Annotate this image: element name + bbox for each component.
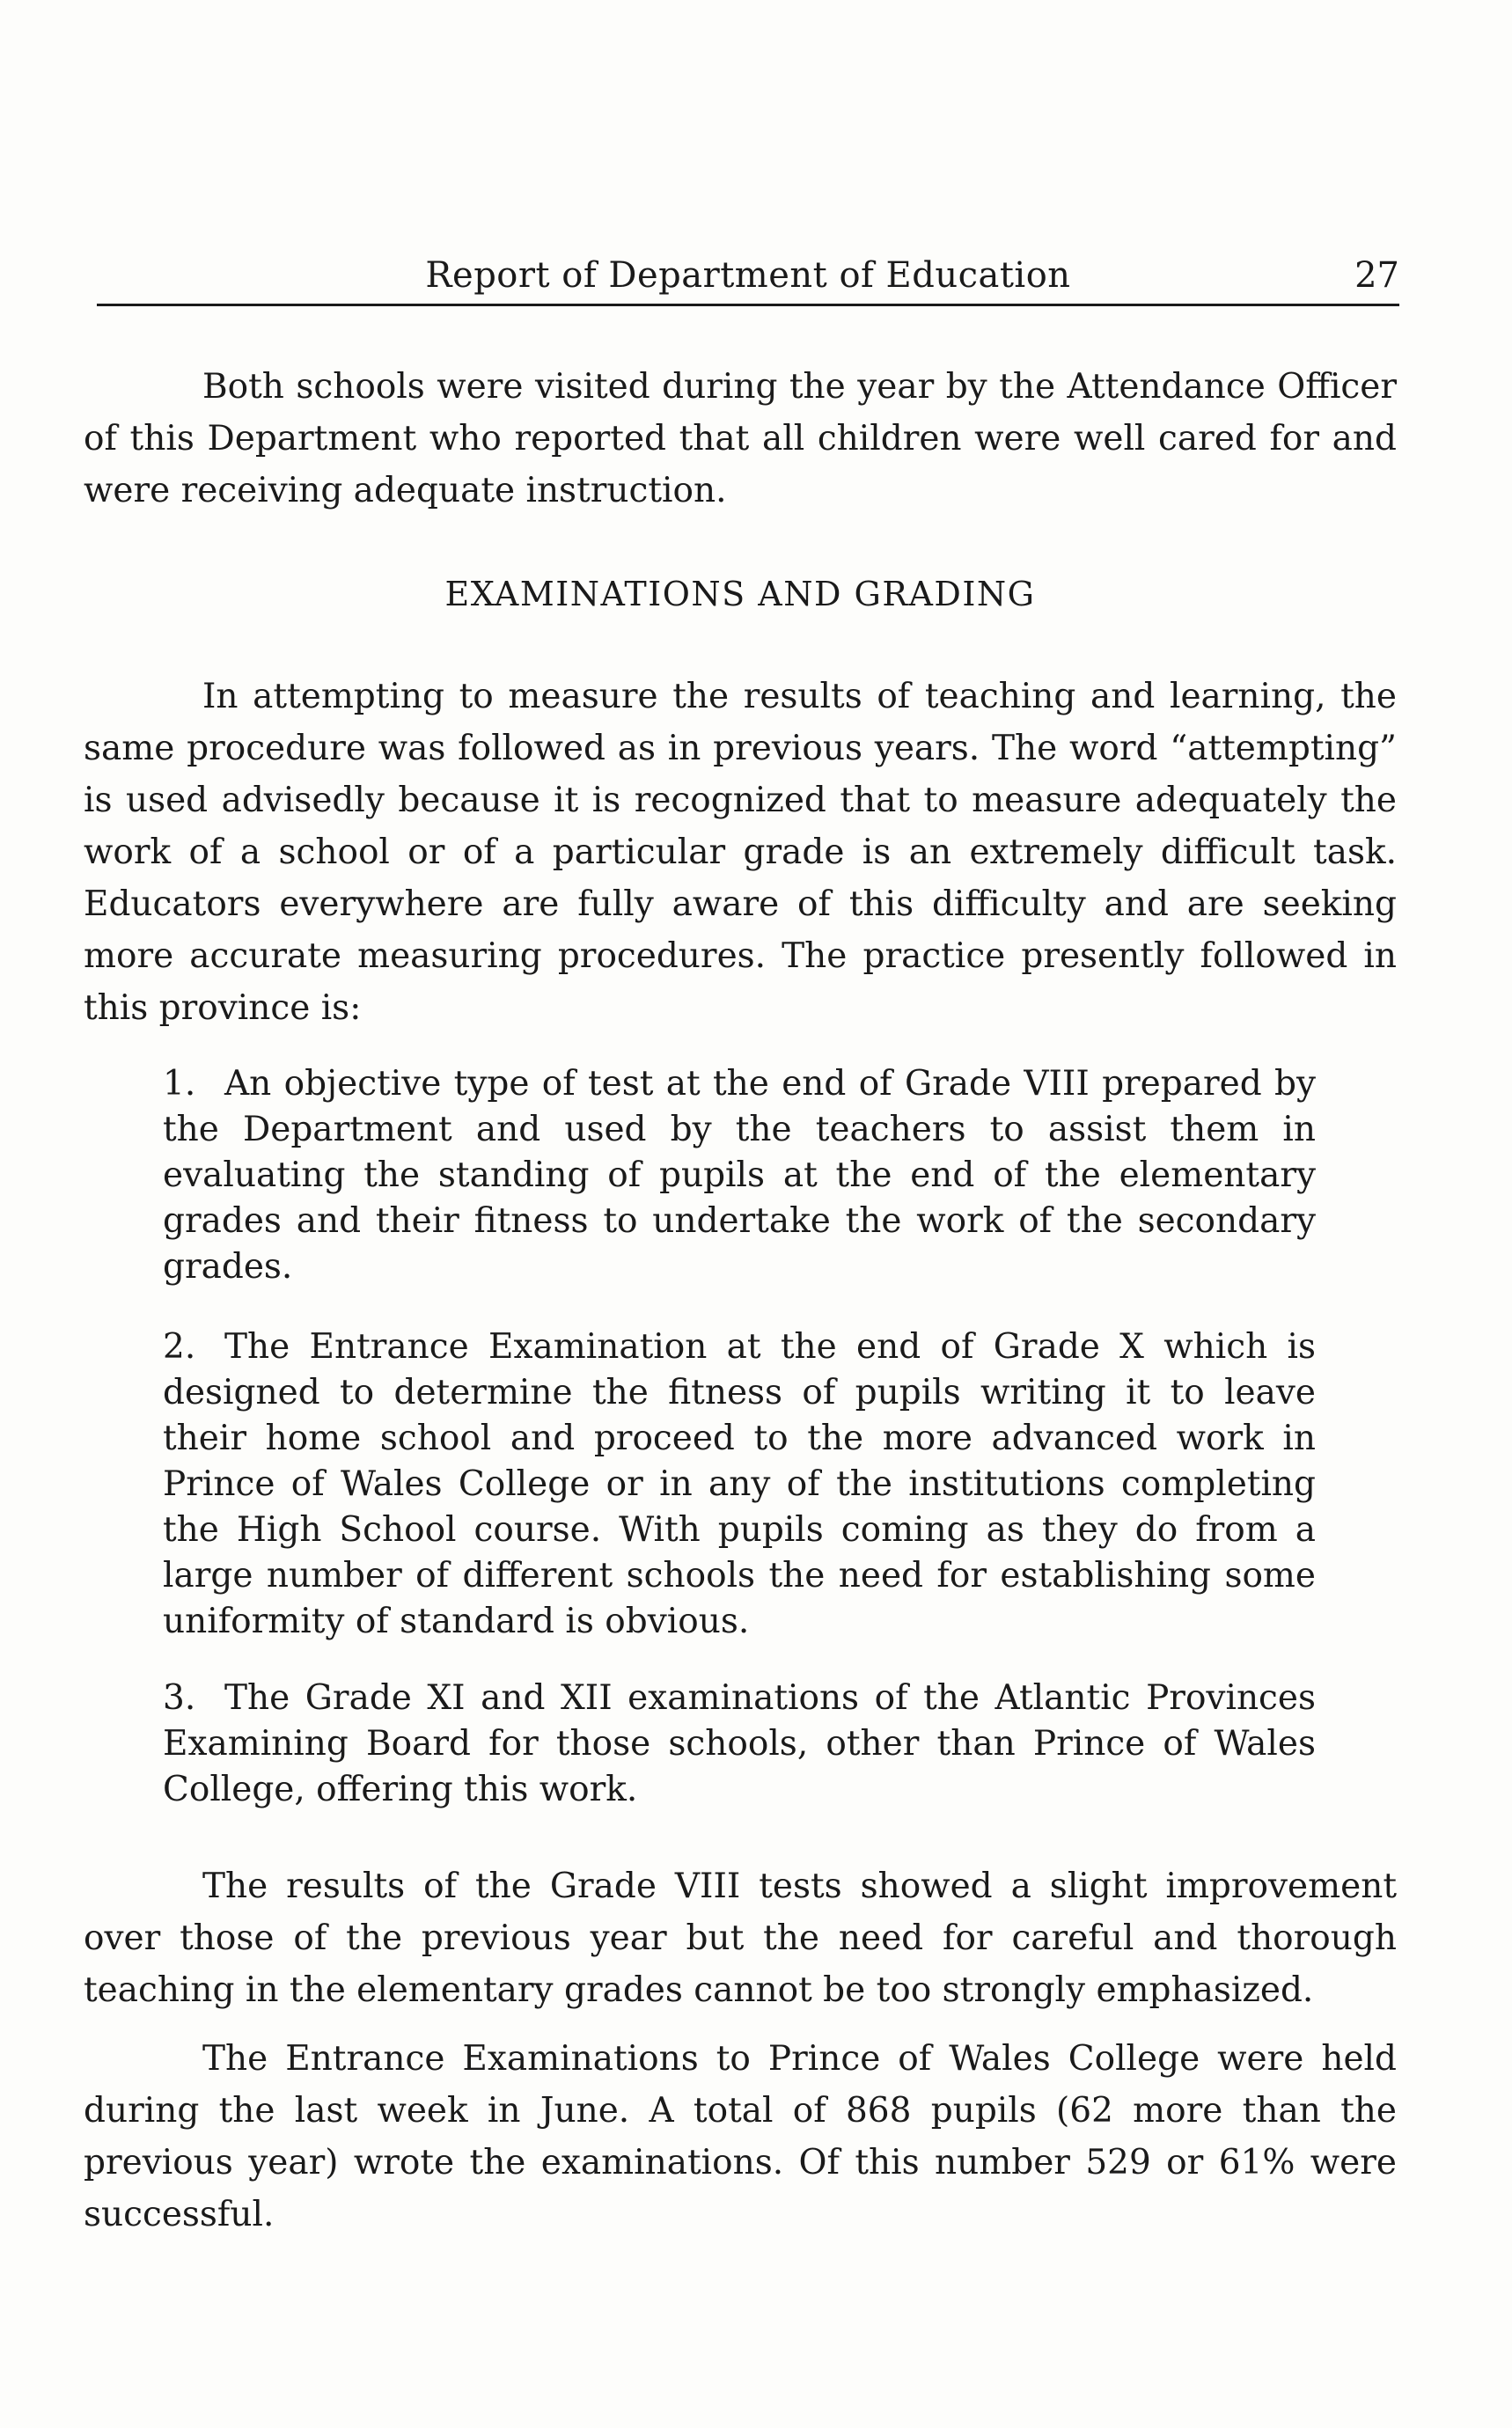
paragraph-attempting: In attempting to measure the results of teaching and learning, the same procedure was followed as in previous years. The word “attempting” is used advisedly because it is recognized that to measure adequately the work of a school or of a particular grade is an extremely difficult task. Educators everywhere are fully aware of this difficulty and are seeking more accurate measuring procedures. The practice presently followed in this province is: — [84, 677, 1397, 1028]
list-item-text: The Entrance Examination at the end of Grade X which is designed to determine the fitness of pupils writing it to leave their home school and proceed to the more advanced work in Prince of Wales College or in any of the institutions completing the High School course. With pupils coming as they do from a large number of different schools the need for establishing some uniformity of standard is obvious. — [163, 1327, 1316, 1641]
paragraph-grade8-results: The results of the Grade VIII tests showed a slight improvement over those of the previous year but the need for careful and thorough teaching in the elementary grades cannot be too strongly emphasized. — [84, 1867, 1397, 2010]
list-item-number: 1. — [163, 1064, 196, 1104]
list-item-2 — [163, 1324, 1316, 1645]
list-item-1 — [163, 1061, 1316, 1290]
list-item-3 — [163, 1676, 1316, 1813]
list-item-number: 2. — [163, 1327, 196, 1367]
running-header — [97, 249, 1399, 302]
page-number: 27 — [1354, 255, 1399, 296]
section-heading: EXAMINATIONS AND GRADING — [444, 575, 1036, 613]
paragraph-entrance-results: The Entrance Examinations to Prince of Wales College were held during the last week in June. A total of 868 pupils (62 more than the previous year) wrote the examinations. Of this number 529 or 61% were successful. — [84, 2039, 1397, 2234]
list-item-text: The Grade XI and XII examinations of the Atlantic Provinces Examining Board for those schools, other than Prince of Wales College, offering this work. — [163, 1678, 1316, 1809]
paragraph-attendance: Both schools were visited during the year by the Attendance Officer of this Department who reported that all children were well cared for and were receiving adequate instruction. — [84, 367, 1397, 510]
list-item-number: 3. — [163, 1678, 196, 1718]
running-header-title: Report of Department of Education — [425, 255, 1071, 296]
list-item-text: An objective type of test at the end of Grade VIII prepared by the Department and used by the teachers to assist them in evaluating the standing of pupils at the end of the elementary grades and their fitness to undertake the work of the secondary grades. — [163, 1064, 1316, 1287]
header-rule — [97, 304, 1399, 306]
